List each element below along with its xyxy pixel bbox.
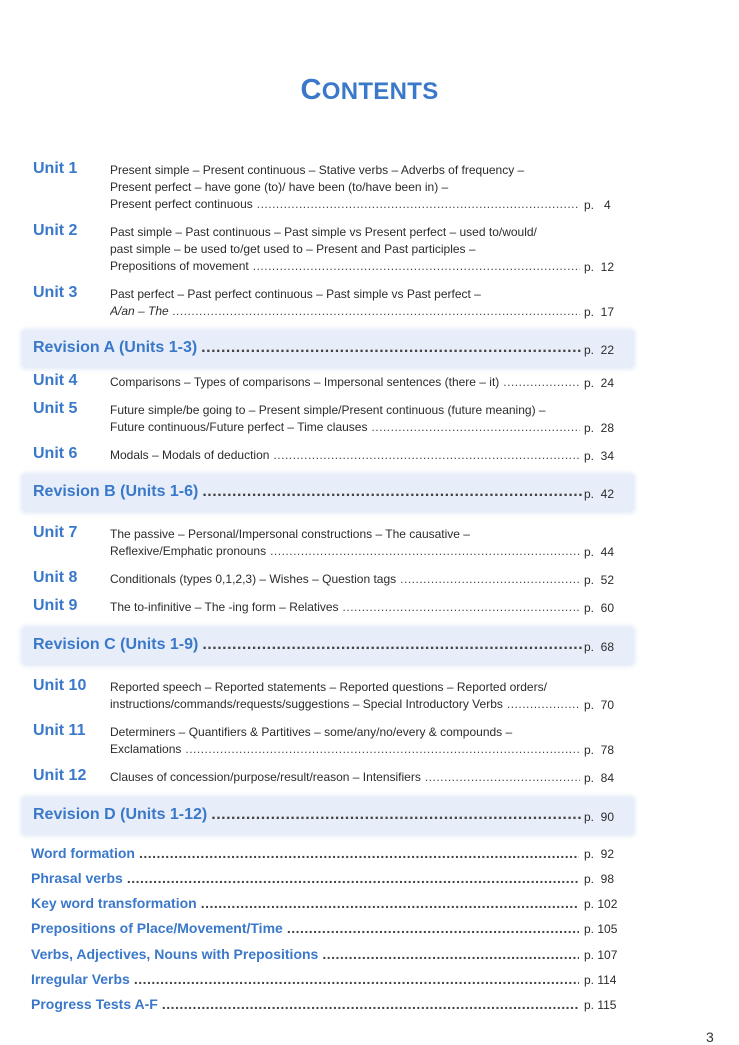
page-number: p. 42 <box>584 487 615 501</box>
extra-entry-label: Progress Tests A-F ..... <box>31 996 579 1012</box>
extra-entry-label: Phrasal verbs ..... <box>31 870 579 886</box>
revision-band <box>22 627 634 665</box>
extra-entry-label: Word formation ..... <box>31 845 579 861</box>
unit-description: Future simple/be going to – Present simple/Present continuous (future meaning) – Future continuous/Future perfect – Time clauses ..... <box>110 402 580 436</box>
unit-label: Unit 5 <box>33 400 78 417</box>
unit-description: Past perfect – Past perfect continuous – Past simple vs Past perfect – A/an – The ..... <box>110 286 580 320</box>
extra-entry-label: Verbs, Adjectives, Nouns with Prepositions ..... <box>31 946 579 962</box>
page-number: p. 70 <box>584 698 615 712</box>
page-number: p. 4 <box>584 198 611 212</box>
page-number: p. 105 <box>584 922 618 936</box>
page-number: p. 84 <box>584 771 615 785</box>
unit-description: Modals – Modals of deduction ..... <box>110 447 580 464</box>
page-number: p. 28 <box>584 421 615 435</box>
extra-entry-label: Irregular Verbs ..... <box>31 971 579 987</box>
unit-description: The passive – Personal/Impersonal constructions – The causative – Reflexive/Emphatic pronouns ..... <box>110 526 580 560</box>
unit-label: Unit 7 <box>33 524 78 541</box>
unit-label: Unit 10 <box>33 677 87 694</box>
revision-band <box>22 474 634 512</box>
page-number: p. 98 <box>584 872 615 886</box>
extra-entry-label: Key word transformation ..... <box>31 895 579 911</box>
revision-band <box>22 797 634 835</box>
unit-label: Unit 12 <box>33 767 87 784</box>
page-number: p. 102 <box>584 897 618 911</box>
revision-label: Revision B (Units 1-6) ..... <box>33 483 583 501</box>
page-number: p. 90 <box>584 810 615 824</box>
unit-label: Unit 11 <box>33 722 86 739</box>
unit-description: Clauses of concession/purpose/result/reason – Intensifiers ..... <box>110 769 580 786</box>
unit-description: Past simple – Past continuous – Past simple vs Present perfect – used to/would/ past simple – be used to/get used to – Present and Past participles – Prepositions of movement ..... <box>110 224 580 275</box>
page-number: p. 107 <box>584 948 618 962</box>
page-number: p. 60 <box>584 601 615 615</box>
page-number: p. 78 <box>584 743 615 757</box>
page-number: p. 92 <box>584 847 615 861</box>
unit-description: Reported speech – Reported statements – Reported questions – Reported orders/ instructions/commands/requests/suggestions – Special Introductory Verbs ..... <box>110 679 580 713</box>
revision-band <box>22 330 634 368</box>
unit-description: The to-infinitive – The -ing form – Relatives ..... <box>110 599 580 616</box>
unit-description: Conditionals (types 0,1,2,3) – Wishes – Question tags ..... <box>110 571 580 588</box>
page-number: p. 68 <box>584 640 615 654</box>
page-number: p. 22 <box>584 343 615 357</box>
page-title: CONTENTS <box>300 74 439 106</box>
revision-label: Revision A (Units 1-3) ..... <box>33 339 583 357</box>
unit-label: Unit 1 <box>33 160 78 177</box>
unit-label: Unit 9 <box>33 597 78 614</box>
unit-description: Comparisons – Types of comparisons – Impersonal sentences (there – it) ..... <box>110 374 580 391</box>
page-number: p. 114 <box>584 973 617 987</box>
page-number: p. 52 <box>584 573 615 587</box>
page-number: p. 17 <box>584 305 615 319</box>
unit-label: Unit 6 <box>33 445 78 462</box>
unit-label: Unit 2 <box>33 222 78 239</box>
revision-label: Revision C (Units 1-9) ..... <box>33 636 583 654</box>
page-folio: 3 <box>706 1029 714 1045</box>
page-number: p. 24 <box>584 376 615 390</box>
unit-label: Unit 8 <box>33 569 78 586</box>
unit-description: Present simple – Present continuous – Stative verbs – Adverbs of frequency – Present perfect – have gone (to)/ have been (to/have been in) – Present perfect continuous ..... <box>110 162 580 213</box>
page-number: p. 115 <box>584 998 617 1012</box>
revision-label: Revision D (Units 1-12) ..... <box>33 806 583 824</box>
unit-label: Unit 3 <box>33 284 78 301</box>
unit-description: Determiners – Quantifiers & Partitives – some/any/no/every & compounds – Exclamations ..... <box>110 724 580 758</box>
extra-entry-label: Prepositions of Place/Movement/Time ..... <box>31 920 579 936</box>
page-number: p. 34 <box>584 449 615 463</box>
unit-label: Unit 4 <box>33 372 78 389</box>
page-number: p. 44 <box>584 545 615 559</box>
page-number: p. 12 <box>584 260 615 274</box>
